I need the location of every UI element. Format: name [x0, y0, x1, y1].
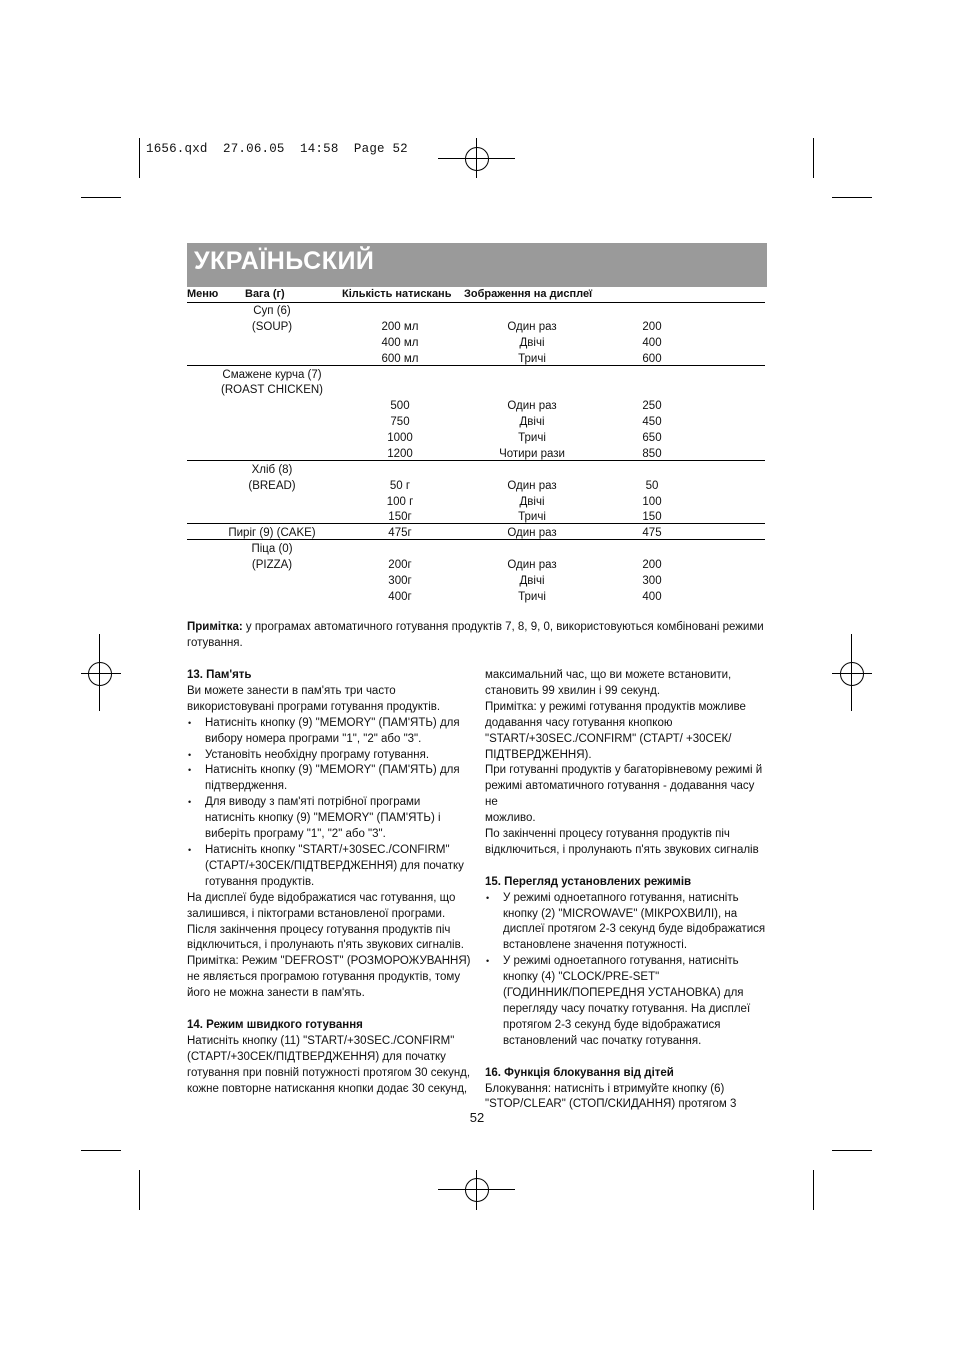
- weight-cell: 150г: [388, 511, 412, 523]
- text-line: кнопку (2) "MICROWAVE" (МІКРОХВИЛІ), на: [503, 907, 738, 920]
- text-line: "STOP/CLEAR" (СТОП/СКИДАННЯ) протягом 3: [485, 1098, 737, 1111]
- weight-cell: 400г: [388, 591, 412, 603]
- text-line: не являється програмою готування продуктів, тому: [187, 971, 461, 984]
- th-presses: Кількість натискань: [342, 288, 452, 300]
- text-line: виберіть програму "1", "2" або "3".: [205, 828, 386, 841]
- text-line: готування при повній потужності протягом 30 секунд,: [187, 1066, 471, 1079]
- display-cell: 200: [642, 559, 662, 571]
- text-line: дисплеї протягом 2-3 секунд буде відображатися: [503, 923, 766, 936]
- display-cell: 250: [642, 400, 662, 412]
- text-line: Натисніть кнопку (11) "START/+30SEC./CONFIRM": [187, 1034, 455, 1047]
- presses-cell: Тричі: [518, 432, 546, 444]
- group-name: Пиріг (9) (CAKE): [228, 527, 316, 539]
- crop-mark: [139, 1170, 140, 1210]
- note-label: Примітка:: [187, 621, 243, 633]
- th-menu: Меню: [187, 288, 219, 300]
- crop-mark: [813, 1170, 814, 1210]
- weight-cell: 200г: [388, 559, 412, 571]
- right-column: [485, 668, 770, 1113]
- crop-mark: [81, 1150, 121, 1151]
- display-cell: 100: [642, 496, 662, 508]
- text-line: встановлене значення потужності.: [503, 939, 688, 952]
- presses-cell: Тричі: [518, 353, 546, 365]
- th-display: Зображення на дисплеї: [464, 288, 593, 300]
- presses-cell: Один раз: [507, 559, 557, 571]
- presses-cell: Тричі: [518, 591, 546, 603]
- page-number: 52: [469, 1110, 485, 1125]
- text-line: можливо.: [485, 812, 536, 825]
- text-line: його не можна занести в пам'ять.: [187, 987, 365, 1000]
- text-line: відключиться, і пролунають п'ять звукових сигналів.: [187, 939, 464, 952]
- bullet-line: • Натисніть кнопку "START/+30SEC./CONFIRM": [187, 843, 472, 859]
- presses-cell: Двічі: [519, 496, 545, 508]
- weight-cell: 750: [390, 416, 410, 428]
- text-line: На дисплеї буде відображатися час готування, що: [187, 891, 456, 904]
- text-line: натисніть кнопку (9) "MEMORY" (ПАМ'ЯТЬ) і: [205, 812, 441, 825]
- crop-mark: [139, 138, 140, 178]
- text-line: Примітка: Режим "DEFROST" (РОЗМОРОЖУВАННЯ): [187, 955, 471, 968]
- presses-cell: Один раз: [507, 321, 557, 333]
- display-cell: 400: [642, 591, 662, 603]
- text-line: підтвердження.: [205, 780, 288, 793]
- crop-mark: [813, 138, 814, 178]
- bullet-line: • У режимі одноетапного готування, натисніть: [485, 891, 770, 907]
- text-line: (СТАРТ/+30СЕК/ПІДТВЕРДЖЕННЯ) для початку: [187, 1050, 446, 1063]
- note-text: у програмах автоматичного готування продуктів 7, 8, 9, 0, використовуються комбіновані режими: [242, 621, 764, 633]
- weight-cell: 400 мл: [381, 337, 419, 349]
- group-name: Хліб (8): [251, 464, 293, 476]
- file-header: 1656.qxd 27.06.05 14:58 Page 52: [146, 142, 408, 156]
- weight-cell: 500: [390, 400, 410, 412]
- text-line: режимі автоматичного готування - додавання часу не: [485, 780, 755, 809]
- bullet-line: • Натисніть кнопку (9) "MEMORY" (ПАМ'ЯТЬ) для: [187, 763, 472, 779]
- text-line: кнопку (4) "CLOCK/PRE-SET": [503, 971, 660, 984]
- group-sub: (ROAST CHICKEN): [220, 384, 324, 396]
- text-line: (ГОДИННИК/ПОПЕРЕДНЯ УСТАНОВКА) для: [503, 987, 744, 1000]
- weight-cell: 1200: [387, 448, 413, 460]
- display-cell: 50: [645, 480, 659, 492]
- weight-cell: 50 г: [389, 480, 411, 492]
- text-line: вибору номера програми "1", "2" або "3".: [205, 732, 422, 745]
- display-cell: 450: [642, 416, 662, 428]
- weight-cell: 100 г: [386, 496, 414, 508]
- group-name: Суп (6): [253, 305, 291, 317]
- crop-mark: [832, 1150, 872, 1151]
- note-text-cont: готування.: [187, 637, 243, 649]
- presses-cell: Двічі: [519, 416, 545, 428]
- text-line: перегляду часу початку готування. На дисплеї: [503, 1003, 751, 1016]
- weight-cell: 1000: [387, 432, 413, 444]
- weight-cell: 475г: [388, 527, 412, 539]
- text-line: Примітка: у режимі готування продуктів можливе: [485, 700, 746, 713]
- section-15-heading: 15. Перегляд установлених режимів: [485, 875, 692, 888]
- text-line: Блокування: натисніть і втримуйте кнопку (6): [485, 1082, 725, 1095]
- display-cell: 200: [642, 321, 662, 333]
- group-name: Смажене курча (7): [222, 369, 322, 381]
- display-cell: 600: [642, 353, 662, 365]
- weight-cell: 200 мл: [381, 321, 419, 333]
- text-line: становить 99 хвилин і 99 секунд.: [485, 684, 661, 697]
- display-cell: 650: [642, 432, 662, 444]
- presses-cell: Один раз: [507, 400, 557, 412]
- display-cell: 300: [642, 575, 662, 587]
- text-line: залишився, і піктограми встановленої програми.: [187, 907, 446, 920]
- th-weight: Вага (г): [245, 288, 285, 300]
- language-banner: [187, 243, 767, 287]
- left-column: [187, 668, 472, 1097]
- bullet-line: • У режимі одноетапного готування, натисніть: [485, 954, 770, 970]
- table-rule: [187, 302, 765, 303]
- automatic-programs-note: [187, 619, 767, 651]
- text-line: (СТАРТ/+30СЕК/ПІДТВЕРДЖЕННЯ) для початку: [205, 859, 464, 872]
- group-name: Піца (0): [251, 543, 293, 555]
- text-line: відключиться, і пролунають п'ять звукових сигналів: [485, 843, 759, 856]
- bullet-line: • Для виводу з пам'яті потрібної програми: [187, 795, 472, 811]
- crop-mark: [81, 197, 121, 198]
- display-cell: 850: [642, 448, 662, 460]
- weight-cell: 300г: [388, 575, 412, 587]
- section-14-heading: 14. Режим швидкого готування: [187, 1018, 363, 1031]
- section-16-heading: 16. Функція блокування від дітей: [485, 1066, 674, 1079]
- section-13-heading: 13. Пам'ять: [187, 669, 252, 681]
- presses-cell: Двічі: [519, 575, 545, 587]
- display-cell: 400: [642, 337, 662, 349]
- group-sub: (BREAD): [248, 480, 296, 492]
- group-sub: (SOUP): [251, 321, 293, 333]
- weight-cell: 600 мл: [381, 353, 419, 365]
- presses-cell: Чотири рази: [499, 448, 565, 460]
- crop-mark: [832, 197, 872, 198]
- text-line: протягом 2-3 секунд буде відображатися: [503, 1018, 721, 1031]
- display-cell: 150: [642, 511, 662, 523]
- presses-cell: Двічі: [519, 337, 545, 349]
- bullet-line: • Установіть необхідну програму готування.: [187, 748, 472, 764]
- display-cell: 475: [642, 527, 662, 539]
- text-line: По закінченні процесу готування продуктів піч: [485, 828, 730, 841]
- text-line: встановлений час початку готування.: [503, 1034, 702, 1047]
- presses-cell: Один раз: [507, 527, 557, 539]
- banner-title: УКРАЇНЬСКИЙ: [194, 247, 375, 275]
- presses-cell: Один раз: [507, 480, 557, 492]
- bullet-line: • Натисніть кнопку (9) "MEMORY" (ПАМ'ЯТЬ) для: [187, 716, 472, 732]
- text-line: додавання часу готування кнопкою: [485, 716, 673, 729]
- text-line: При готуванні продуктів у багаторівневому режимі й: [485, 764, 763, 777]
- text-line: використовувані програми готування продуктів.: [187, 700, 441, 713]
- text-line: Ви можете занести в пам'ять три часто: [187, 684, 396, 697]
- presses-cell: Тричі: [518, 511, 546, 523]
- text-line: готування продуктів.: [205, 875, 315, 888]
- text-line: ПІДТВЕРДЖЕННЯ).: [485, 748, 592, 761]
- text-line: кожне повторне натискання кнопки додає 30 секунд,: [187, 1082, 468, 1095]
- text-line: "START/+30SEC./CONFIRM" (СТАРТ/ +30СЕК/: [485, 732, 732, 745]
- group-sub: (PIZZA): [251, 559, 293, 571]
- text-line: Після закінчення процесу готування продуктів піч: [187, 923, 451, 936]
- text-line: максимальний час, що ви можете встановити,: [485, 669, 732, 681]
